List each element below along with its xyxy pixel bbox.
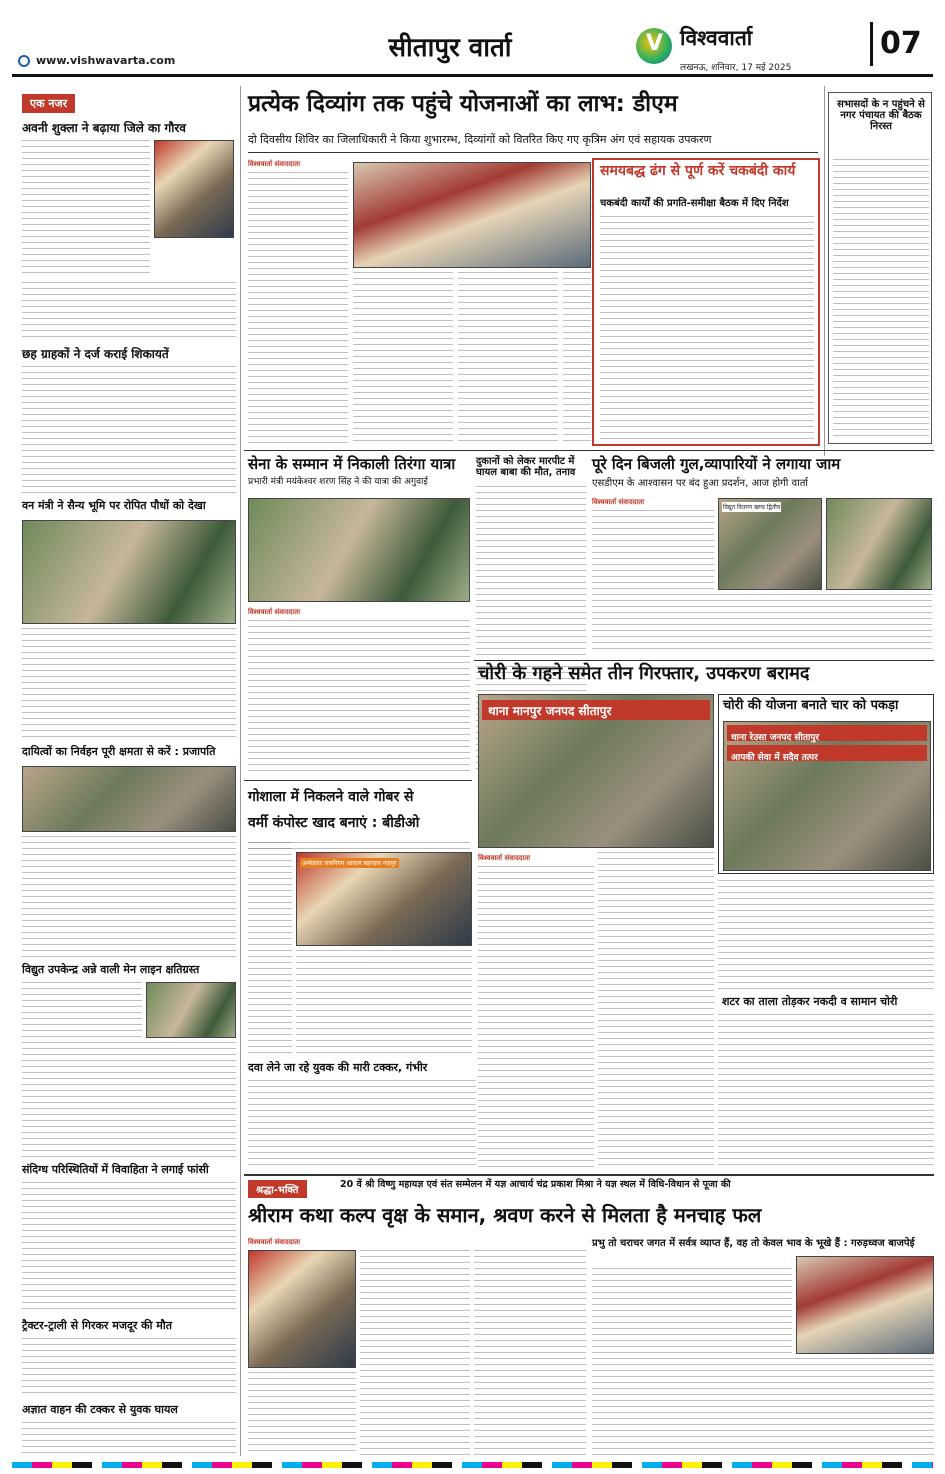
chori-body [598,852,714,1170]
lead-body [248,172,348,444]
story-body [22,982,142,1038]
story-headline[interactable]: छह ग्राहकों ने दर्ज कराई शिकायतें [22,347,169,361]
page-number: 07 [880,26,922,61]
story-photo [22,766,236,832]
gaushala-body [296,950,472,1056]
story-body [22,282,236,342]
chakbandi-subheadline: चकबंदी कार्यों की प्रगति-समीक्षा बैठक में दिए निर्देश [600,198,789,209]
bijli-body [592,510,714,590]
shraddha-photo [248,1250,356,1368]
masthead [0,0,945,82]
story-body [22,1338,236,1398]
right-column-body [833,159,929,439]
story-headline[interactable]: ट्रैक्टर-ट्राली से गिरकर मजदूर की मौत [22,1319,172,1332]
lead-body [563,272,591,444]
bijli-photo-sign: विद्युत वितरण खण्ड द्वितीय [723,504,781,511]
shraddha-body [360,1250,470,1456]
story-photo [22,520,236,624]
story-headline[interactable]: विद्युत उपकेन्द्र अन्ने वाली मेन लाइन क्षतिग्रस्त [22,963,200,976]
chakbandi-body [600,216,814,442]
section-rule [244,1174,934,1176]
chakbandi-box [592,158,820,446]
lead-body [353,272,453,444]
chori-yojana-headline[interactable]: चोरी की योजना बनाते चार को पकड़ा [723,698,899,713]
police-sign [482,700,710,720]
police-sign-text: थाना मानपुर जनपद सीतापुर [488,704,612,718]
website-url[interactable]: www.vishwavarta.com [36,54,176,67]
byline: विश्ववार्ता संवाददाता [592,498,645,506]
lead-headline[interactable]: प्रत्येक दिव्यांग तक पहुंचे योजनाओं का लाभ: डीएम [248,91,678,117]
prabhu-body [592,1358,934,1456]
prabhu-headline[interactable]: प्रभु तो चराचर जगत में सर्वत्र व्याप्त हैं, वह तो केवल भाव के भूखे हैं : गरुड़ध्वज बाजपेई [592,1238,915,1249]
chori-headline[interactable]: चोरी के गहने समेत तीन गिरफ्तार, उपकरण बरामद [478,663,810,684]
prabhu-photo [796,1256,934,1354]
gaushala-headline-2[interactable]: वर्मी कंपोस्ट खाद बनाएं : बीडीओ [248,815,420,831]
story-body [22,1182,236,1314]
lead-photo [353,162,591,268]
section-rule [244,450,934,451]
police-sign [727,725,927,741]
story-body [22,140,150,278]
brand-logo-letter: V [646,31,664,56]
story-headline[interactable]: दायित्वों का निर्वहन पूरी क्षमता से करें : प्रजापति [22,745,216,758]
section-rule [474,660,934,661]
place-date: लखनऊ, शनिवार, 17 मई 2025 [680,63,792,73]
tiranga-photo [248,498,470,602]
ek-najar-label: एक नजर [22,94,75,113]
color-registration-strip [12,1462,933,1468]
dava-headline[interactable]: दवा लेने जा रहे युवक की मारी टक्कर, गंभीर [248,1061,428,1074]
chori-yojana-photo [723,721,931,871]
police-banner-text: आपकी सेवा में सदैव तत्पर [731,753,818,763]
brand-name: विश्ववार्ता [680,26,753,50]
byline: विश्ववार्ता संवाददाता [478,854,531,862]
story-headline[interactable]: वन मंत्री ने सैन्य भूमि पर रोपित पौधों को देखा [22,499,206,512]
right-column-headline[interactable]: सभासदों के न पहुंचने से नगर पंचायत की बैठक निरस्त [837,99,925,132]
bijli-body [592,594,932,654]
story-headline[interactable]: संदिग्ध परिस्थितियों में विवाहिता ने लगाई फांसी [22,1163,209,1176]
story-headline[interactable]: अज्ञात वाहन की टक्कर से युवक घायल [22,1403,178,1416]
shraddha-headline[interactable]: श्रीराम कथा कल्प वृक्ष के समान, श्रवण करने से मिलता है मनचाह फल [248,1203,762,1227]
globe-icon [18,55,30,67]
tiranga-subheadline: प्रभारी मंत्री मयंकेश्वर शरण सिंह ने की यात्रा की अगुवाई [248,477,428,487]
gaushala-body [248,842,292,1056]
chori-yojana-box [718,694,934,874]
dava-body [248,1080,476,1170]
prabhu-body [592,1268,792,1354]
column-divider [824,86,825,456]
tiranga-body [248,620,470,772]
banner-text: अम्बेडकर जलनिगम आवास बहराइच नाहपुर [302,860,397,867]
police-sign-text: थाना रेउसा जनपद सीतापुर [731,733,820,743]
chori-body [478,866,594,1170]
chakbandi-headline[interactable]: समयबद्ध ढंग से पूर्ण करें चकबंदी कार्य [600,163,796,179]
gaushala-headline[interactable]: गोशाला में निकलने वाले गोबर से [248,789,414,805]
left-column [12,86,236,1456]
bijli-subheadline: एसडीएम के आश्वासन पर बंद हुआ प्रदर्शन, आज होगी वार्ता [592,478,809,489]
lead-body [458,272,558,444]
chori-yojana-body [718,880,934,990]
story-body [22,628,236,740]
lead-rule [248,152,818,153]
shraddha-kicker: 20 वें श्री विष्णु महायज्ञ एवं संत सम्मेलन में यज्ञ आचार्य चंद्र प्रकाश मिश्रा ने यज्ञ स्थल में विधि-विधान से पूजा की [340,1179,731,1190]
byline: विश्ववार्ता संवाददाता [248,160,301,168]
story-body [22,836,236,958]
bijli-headline[interactable]: पूरे दिन बिजली गुल,व्यापारियों ने लगाया जाम [592,455,841,473]
police-banner [727,745,927,761]
story-headline[interactable]: अवनी शुक्ला ने बढ़ाया जिले का गौरव [22,121,186,135]
shatar-body [718,1014,934,1170]
story-photo [154,140,234,238]
story-body [22,1042,236,1158]
story-body [22,1422,236,1456]
bijli-photo [826,498,932,590]
right-column-box [828,92,932,444]
shatar-headline[interactable]: शटर का ताला तोड़कर नकदी व सामान चोरी [722,995,898,1008]
story-body [22,366,236,494]
section-rule [244,780,472,781]
byline: विश्ववार्ता संवाददाता [248,1238,301,1246]
lead-subheadline: दो दिवसीय शिविर का जिलाधिकारी ने किया शुभारम्भ, दिव्यांगों को वितरित किए गए कृत्रिम अंग एवं सहायक उपकरण [248,133,712,146]
story-photo [146,982,236,1038]
header-rule [12,74,933,77]
column-divider [240,86,241,1456]
byline: विश्ववार्ता संवाददाता [248,608,301,616]
shraddha-label: श्रद्धा-भक्ति [248,1180,307,1198]
dukan-headline[interactable]: दुकानों को लेकर मारपीट में घायल बाबा की मौत, तनाव [476,456,576,478]
shraddha-body [474,1250,586,1456]
tiranga-headline[interactable]: सेना के सम्मान में निकाली तिरंगा यात्रा [248,455,456,473]
shraddha-body [248,1372,356,1456]
section-title: सीतापुर वार्ता [388,33,512,63]
